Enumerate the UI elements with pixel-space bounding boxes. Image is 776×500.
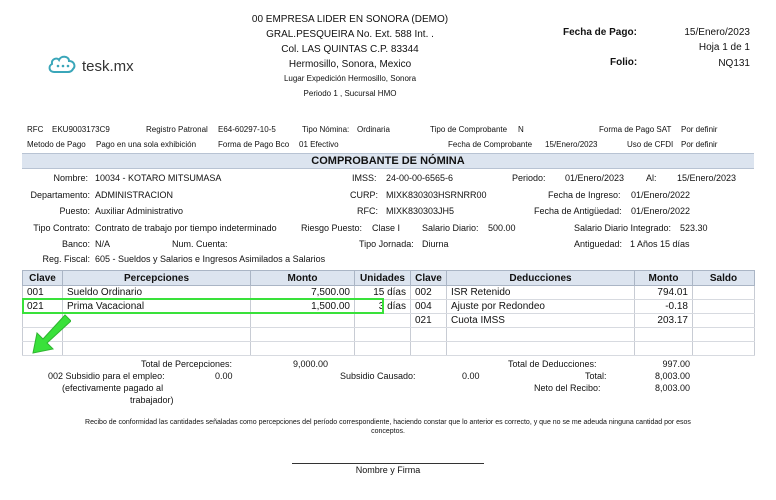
total-perc-label: Total de Percepciones: [141,359,233,369]
cell [251,314,355,328]
cell [447,342,635,356]
cell: Cuota IMSS [447,314,635,328]
ingreso-label: Fecha de Ingreso: [548,190,621,200]
cell: 15 días [355,286,411,300]
cell [355,328,411,342]
th-saldo: Saldo [693,271,755,286]
cell: 1,500.00 [251,300,355,314]
folio-label: Folio: [610,57,638,68]
antig-fecha-label: Fecha de Antigüedad: [534,206,622,216]
cell: 004 [411,300,447,314]
expedition-place: Lugar Expedición Hermosillo, Sonora [283,74,417,83]
neto-label: Neto del Recibo: [534,383,601,393]
periodo-label: Periodo: [512,173,546,183]
fecha-pago-value: 15/Enero/2023 [684,27,750,38]
th-clave-perc: Clave [23,271,63,286]
nombre-label: Nombre: [53,173,88,183]
cell [355,314,411,328]
fecha-comp-value: 15/Enero/2023 [545,140,598,149]
fecha-pago-label: Fecha de Pago: [563,27,637,38]
depto-value: ADMINISTRACION [95,190,174,200]
tipo-comp-value: N [518,125,524,134]
total-perc-value: 9,000.00 [292,359,328,369]
th-percepciones: Percepciones [63,271,251,286]
regfiscal-value: 605 - Sueldos y Salarios e Ingresos Asimilados a Salarios [95,254,326,264]
antig-label: Antiguedad: [574,239,623,249]
puesto-value: Auxiliar Administrativo [95,206,184,216]
cell [693,314,755,328]
forma-pago-sat-value: Por definir [681,125,718,134]
conformidad-text-2: conceptos. [371,428,405,435]
registro-label: Registro Patronal [146,125,208,134]
company-city: Hermosillo, Sonora, Mexico [288,59,412,70]
table-row [23,314,755,328]
nombre-value: 10034 - KOTARO MITSUMASA [95,173,222,183]
antig-value: 1 Años 15 días [630,239,690,249]
forma-pago-sat-label: Forma de Pago SAT [599,125,672,134]
signature-line [292,463,484,464]
causado-label: Subsidio Causado: [340,371,416,381]
al-label: Al: [646,173,657,183]
periodo-from: 01/Enero/2023 [565,173,625,183]
cell [635,328,693,342]
conformidad-text: Recibo de conformidad las cantidades señaladas como percepciones del período correspondiente, haciendo constar que lo anterior es correcto, y que no se me adeuda ninguna cantidad por esos [85,419,691,426]
tipo-nomina-label: Tipo Nómina: [302,125,350,134]
imss-label: IMSS: [352,173,377,183]
cell [693,286,755,300]
hoja: Hoja 1 de 1 [698,42,750,53]
jornada-value: Diurna [422,239,449,249]
cell: ISR Retenido [447,286,635,300]
company-address2: Col. LAS QUINTAS C.P. 83344 [281,44,419,55]
banco-label: Banco: [61,239,90,249]
th-monto-ded: Monto [635,271,693,286]
regfiscal-label: Reg. Fiscal: [42,254,90,264]
th-monto-perc: Monto [251,271,355,286]
antig-fecha-value: 01/Enero/2022 [631,206,691,216]
cell [251,328,355,342]
cell [63,314,251,328]
table-row [23,342,755,356]
metodo-value: Pago en una sola exhibición [96,140,197,149]
subsidio-note1: (efectivamente pagado al [62,383,164,393]
company-address1: GRAL.PESQUEIRA No. Ext. 588 Int. . [266,29,434,40]
cell: Sueldo Ordinario [63,286,251,300]
th-deducciones: Deducciones [447,271,635,286]
uso-cfdi-label: Uso de CFDI [627,140,674,149]
total-ded-label: Total de Deducciones: [508,359,597,369]
registro-value: E64-60297-10-5 [218,125,276,134]
document-title: COMPROBANTE DE NÓMINA [22,153,754,169]
riesgo-value: Clase I [372,223,401,233]
fecha-comp-label: Fecha de Comprobante [448,140,533,149]
rfc-emp-label: RFC: [357,206,378,216]
curp-label: CURP: [350,190,379,200]
rfc-label: RFC [27,125,44,134]
forma-bco-label: Forma de Pago Bco [218,140,290,149]
riesgo-label: Riesgo Puesto: [301,223,363,233]
cell [411,342,447,356]
pointer-arrow-icon [31,313,71,360]
forma-bco-value: 01 Efectivo [299,140,339,149]
period-branch: Periodo 1 , Sucursal HMO [303,89,397,98]
folio-value: NQ131 [718,58,750,69]
cell: Prima Vacacional [63,300,251,314]
imss-value: 24-00-00-6565-6 [386,173,454,183]
th-clave-ded: Clave [411,271,447,286]
logo-text: tesk.mx [82,58,134,75]
cell [411,328,447,342]
cell: 794.01 [635,286,693,300]
ingreso-value: 01/Enero/2022 [631,190,691,200]
subsidio-note2: trabajador) [130,395,174,405]
cell: 203.17 [635,314,693,328]
cell: -0.18 [635,300,693,314]
total-label: Total: [585,371,607,381]
cell [63,328,251,342]
neto-value: 8,003.00 [654,383,690,393]
th-unidades: Unidades [355,271,411,286]
sd-value: 500.00 [488,223,516,233]
causado-value: 0.00 [462,371,480,381]
metodo-label: Metodo de Pago [27,140,86,149]
cell: 3 días [355,300,411,314]
cuenta-label: Num. Cuenta: [172,239,228,249]
puesto-label: Puesto: [59,206,90,216]
depto-label: Departamento: [30,190,90,200]
subsidio-value: 0.00 [215,371,233,381]
cell: 002 [411,286,447,300]
highlight-box [22,298,384,314]
cell [355,342,411,356]
cell: 7,500.00 [251,286,355,300]
cell: 021 [411,314,447,328]
sdi-label: Salario Diario Integrado: [574,223,672,233]
periodo-to: 15/Enero/2023 [677,173,737,183]
total-ded-value: 997.00 [662,359,690,369]
sd-label: Salario Diario: [422,223,479,233]
cell [447,328,635,342]
cell [693,342,755,356]
cell [693,328,755,342]
sdi-value: 523.30 [680,223,708,233]
cell [693,300,755,314]
jornada-label: Tipo Jornada: [359,239,414,249]
tipo-nomina-value: Ordinaria [357,125,390,134]
rfc-emp-value: MIXK830303JH5 [386,206,455,216]
tipo-comp-label: Tipo de Comprobante [430,125,508,134]
table-header-row [23,271,755,286]
table-row [23,328,755,342]
cell: Ajuste por Redondeo [447,300,635,314]
curp-value: MIXK830303HSRNRR00 [386,190,487,200]
banco-value: N/A [95,239,111,249]
subsidio-label: 002 Subsidio para el empleo: [48,371,165,381]
rfc-value: EKU9003173C9 [52,125,110,134]
contrato-label: Tipo Contrato: [33,223,90,233]
cell [635,342,693,356]
contrato-value: Contrato de trabajo por tiempo indeterminado [95,223,277,233]
cell [63,342,251,356]
company-name: 00 EMPRESA LIDER EN SONORA (DEMO) [251,14,449,25]
cell [251,342,355,356]
uso-cfdi-value: Por definir [681,140,718,149]
total-value: 8,003.00 [654,371,690,381]
tesk-logo [46,52,134,81]
cloud-icon [46,52,78,81]
firma-label: Nombre y Firma [355,465,421,475]
cell: 021 [23,300,63,314]
cell: 001 [23,286,63,300]
